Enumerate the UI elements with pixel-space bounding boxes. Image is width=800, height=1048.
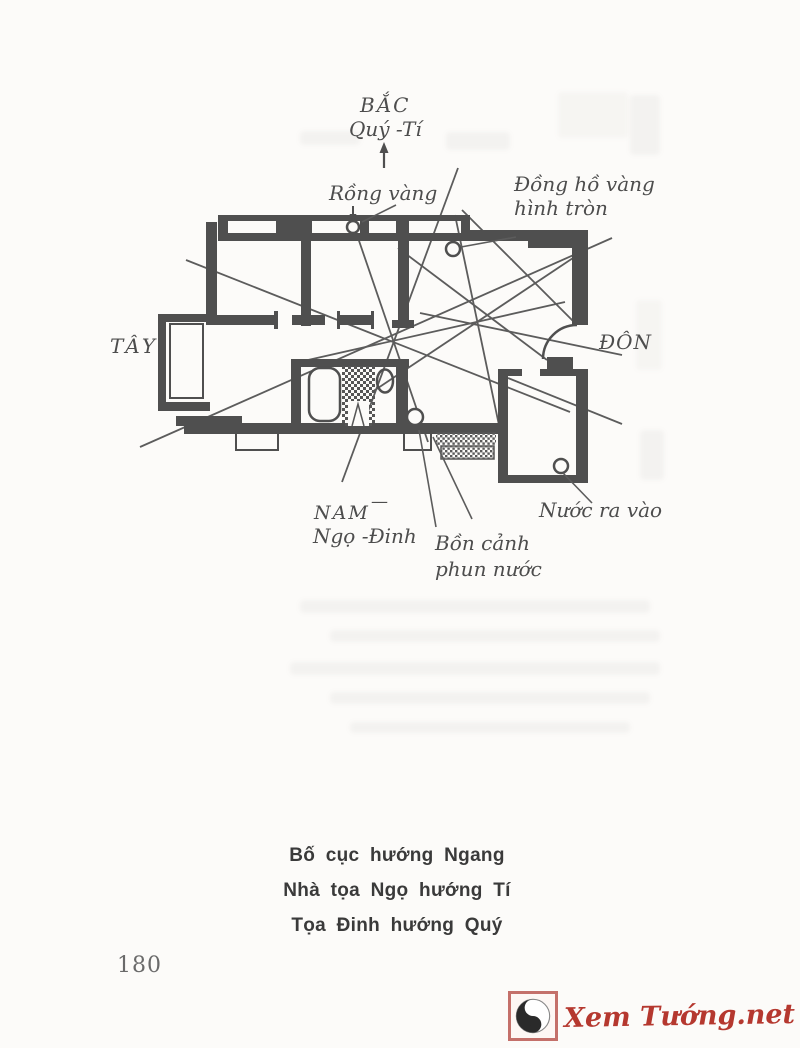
doormat-icon bbox=[436, 432, 496, 445]
label-clock-line1: Đồng hồ vàng bbox=[514, 172, 655, 196]
north-arrow bbox=[380, 142, 389, 168]
label-fountain-line1: Bồn cảnh bbox=[435, 531, 531, 555]
label-east: ĐÔN bbox=[599, 330, 653, 354]
caption-line2: Nhà tọa Ngọ hướng Tí bbox=[283, 880, 511, 901]
label-north: BẮC bbox=[360, 93, 411, 117]
clock-circle bbox=[446, 242, 460, 256]
caption-line3: Tọa Đinh hướng Quý bbox=[291, 915, 503, 936]
label-south-dash: — bbox=[371, 492, 388, 512]
fountain-circle bbox=[407, 409, 423, 425]
label-west: TÂY bbox=[110, 334, 159, 358]
label-clock bbox=[514, 172, 655, 220]
label-dragon: Rồng vàng bbox=[329, 181, 438, 205]
balcony-rail bbox=[170, 324, 203, 398]
caption-line1: Bố cục hướng Ngang bbox=[289, 845, 505, 866]
fixtures bbox=[170, 221, 577, 473]
page-number: 180 bbox=[117, 953, 162, 978]
figure-caption bbox=[247, 845, 547, 950]
watermark-text: Xem Tướng.net bbox=[563, 998, 796, 1034]
label-north-sub: Quý -Tí bbox=[349, 117, 422, 141]
bathtub-icon bbox=[309, 368, 340, 421]
yin-yang-icon bbox=[508, 991, 558, 1041]
label-fountain bbox=[435, 530, 542, 582]
dragon-circle bbox=[347, 221, 359, 233]
label-clock-line2: hình tròn bbox=[514, 196, 608, 220]
porch-step bbox=[236, 433, 278, 450]
label-south-sub: Ngọ -Đinh bbox=[313, 524, 417, 548]
label-water: Nước ra vào bbox=[539, 498, 663, 522]
label-south: NAM bbox=[314, 502, 370, 524]
walls bbox=[158, 215, 588, 483]
water-circle bbox=[554, 459, 568, 473]
site-watermark bbox=[508, 991, 795, 1041]
doormat-icon bbox=[441, 446, 494, 459]
label-fountain-line2: phun nước bbox=[435, 557, 542, 581]
